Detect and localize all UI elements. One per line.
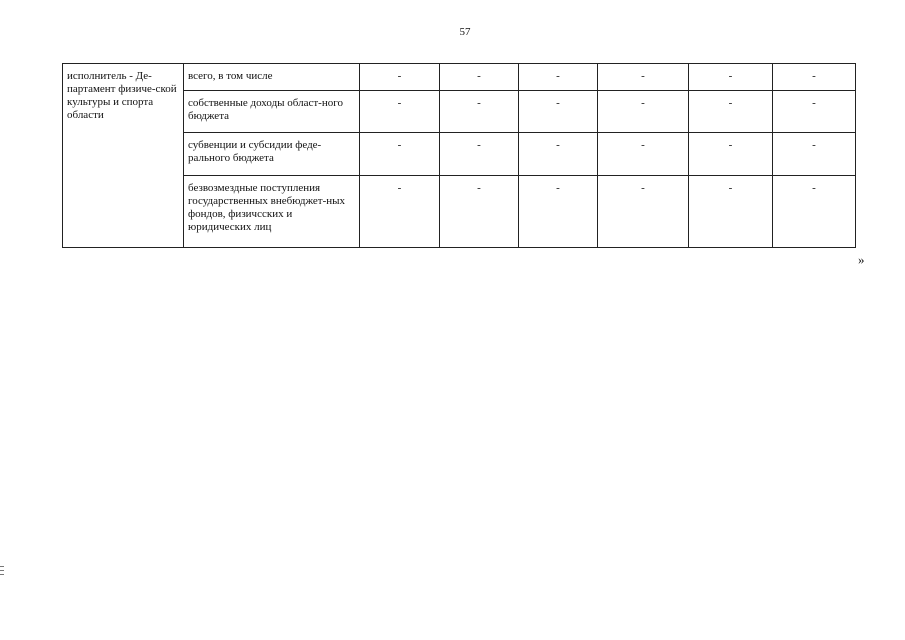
value-cell: - <box>519 91 598 133</box>
value-cell: - <box>689 91 773 133</box>
margin-mark <box>0 566 4 578</box>
value-cell: - <box>773 133 856 176</box>
row-label: субвенции и субсидии феде-рального бюджета <box>184 133 360 176</box>
value-cell: - <box>598 64 689 91</box>
value-cell: - <box>519 133 598 176</box>
value-cell: - <box>360 91 440 133</box>
value-cell: - <box>773 91 856 133</box>
value-cell: - <box>689 133 773 176</box>
executor-cell: исполнитель - Де-партамент физиче-ской культуры и спорта области <box>63 64 184 248</box>
value-cell: - <box>440 176 519 248</box>
value-cell: - <box>440 91 519 133</box>
page-number: 57 <box>459 26 471 38</box>
value-cell: - <box>360 133 440 176</box>
value-cell: - <box>440 64 519 91</box>
row-label: всего, в том числе <box>184 64 360 91</box>
value-cell: - <box>773 176 856 248</box>
value-cell: - <box>598 91 689 133</box>
value-cell: - <box>773 64 856 91</box>
value-cell: - <box>519 176 598 248</box>
value-cell: - <box>689 64 773 91</box>
funding-table <box>62 63 856 248</box>
row-label: собственные доходы област-ного бюджета <box>184 91 360 133</box>
value-cell: - <box>689 176 773 248</box>
table-row <box>63 64 856 91</box>
closing-quote: » <box>858 252 865 267</box>
value-cell: - <box>440 133 519 176</box>
value-cell: - <box>598 176 689 248</box>
value-cell: - <box>360 176 440 248</box>
value-cell: - <box>519 64 598 91</box>
value-cell: - <box>598 133 689 176</box>
value-cell: - <box>360 64 440 91</box>
row-label: безвозмездные поступления государственных внебюджет-ных фондов, физичсских и юридических лиц <box>184 176 360 248</box>
